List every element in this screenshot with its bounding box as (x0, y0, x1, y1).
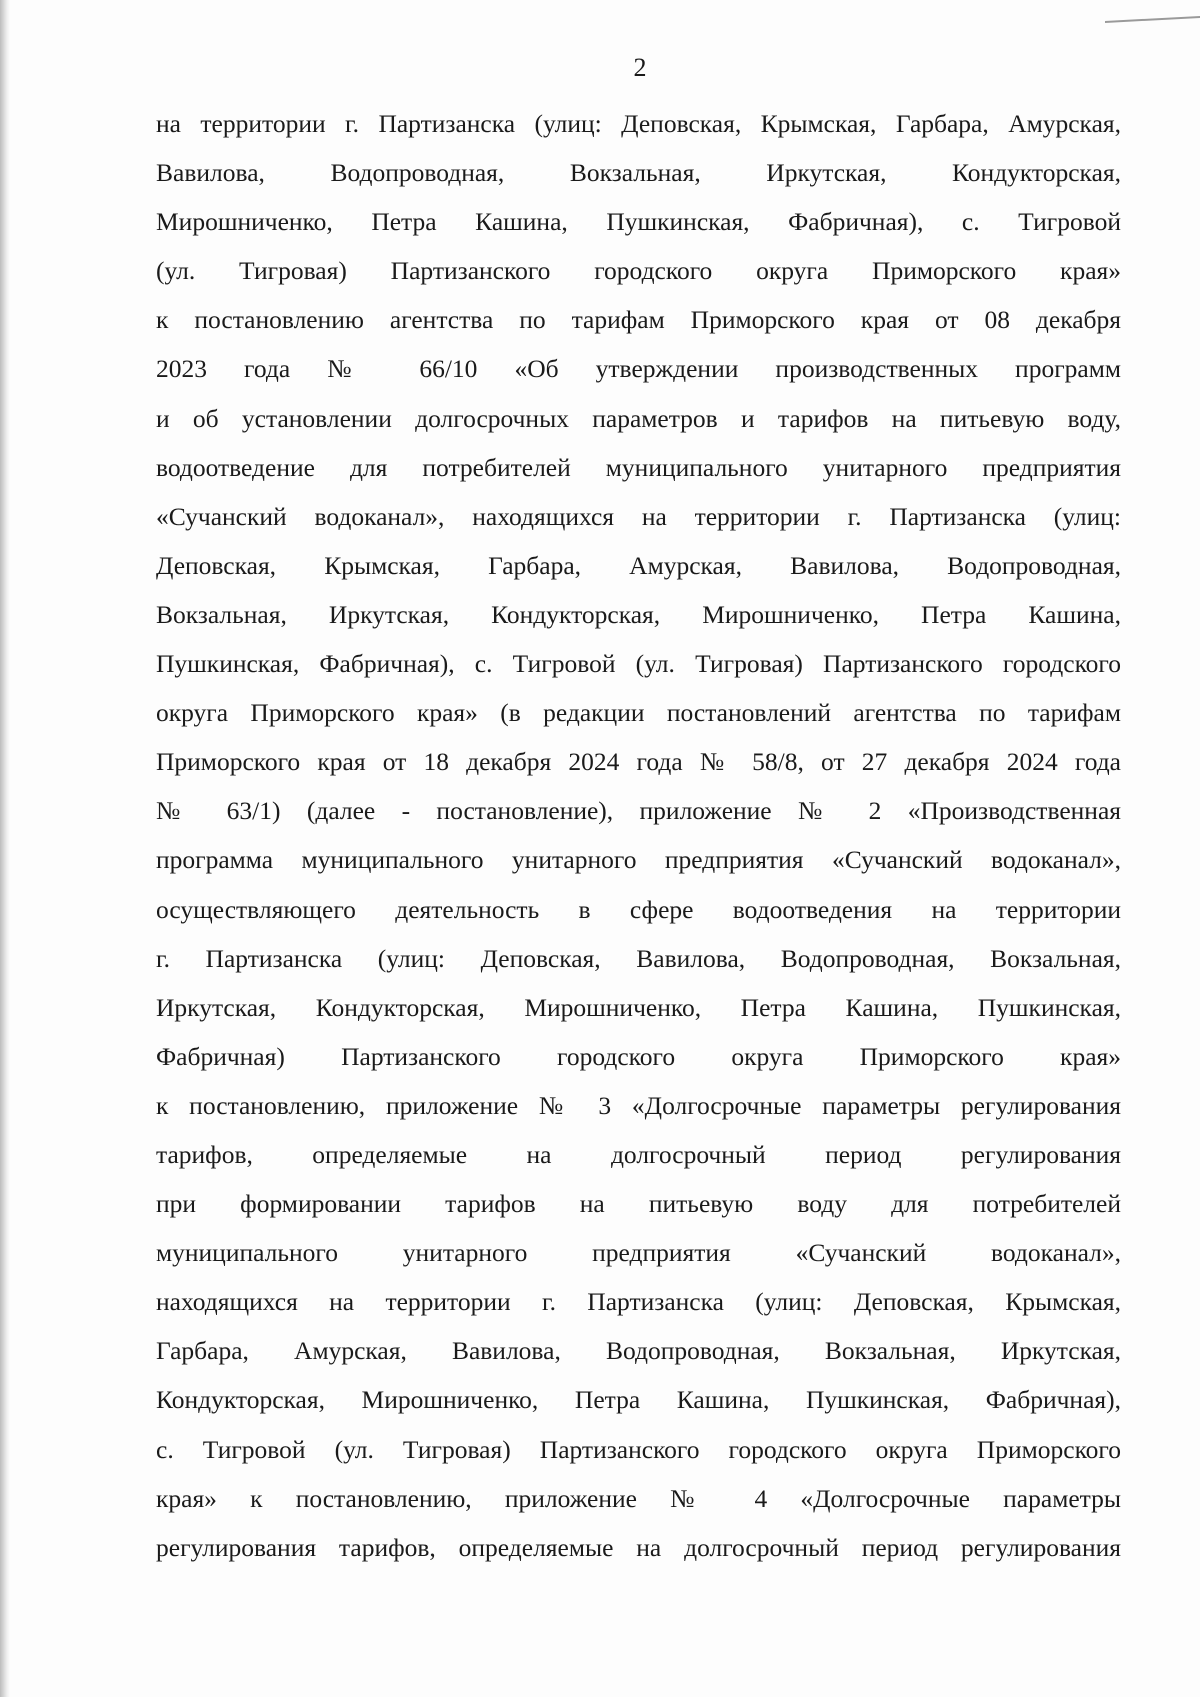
text-line: края» к постановлению, приложение № 4 «Долгосрочные параметры (156, 1483, 1121, 1513)
text-line: «Сучанский водоканал», находящихся на территории г. Партизанска (улиц: (156, 501, 1121, 531)
text-line: с. Тигровой (ул. Тигровая) Партизанского городского округа Приморского (156, 1434, 1121, 1464)
text-line: Иркутская, Кондукторская, Мирошниченко, Петра Кашина, Пушкинская, (156, 992, 1121, 1022)
text-line: регулирования тарифов, определяемые на долгосрочный период регулирования (156, 1532, 1121, 1562)
text-line: Пушкинская, Фабричная), с. Тигровой (ул. Тигровая) Партизанского городского (156, 649, 1121, 679)
text-line: Вокзальная, Иркутская, Кондукторская, Мирошниченко, Петра Кашина, (156, 599, 1121, 629)
text-line: Вавилова, Водопроводная, Вокзальная, Иркутская, Кондукторская, (156, 158, 1121, 188)
text-line: округа Приморского края» (в редакции постановлений агентства по тарифам (156, 698, 1121, 728)
text-line: на территории г. Партизанска (улиц: Деповская, Крымская, Гарбара, Амурская, (156, 109, 1121, 138)
scan-corner-mark (1105, 0, 1200, 23)
text-line: к постановлению, приложение № 3 «Долгосрочные параметры регулирования (156, 1090, 1121, 1120)
text-line: Фабричная) Партизанского городского округа Приморского края» (156, 1041, 1121, 1071)
text-line: Деповская, Крымская, Гарбара, Амурская, Вавилова, Водопроводная, (156, 550, 1121, 580)
text-line: программа муниципального унитарного предприятия «Сучанский водоканал», (156, 845, 1121, 875)
text-line: к постановлению агентства по тарифам Приморского края от 08 декабря (156, 305, 1121, 335)
text-line: (ул. Тигровая) Партизанского городского округа Приморского края» (156, 256, 1121, 286)
text-line: Мирошниченко, Петра Кашина, Пушкинская, Фабричная), с. Тигровой (156, 207, 1121, 237)
text-line: муниципального унитарного предприятия «Сучанский водоканал», (156, 1238, 1121, 1268)
text-line: г. Партизанска (улиц: Деповская, Вавилова, Водопроводная, Вокзальная, (156, 943, 1121, 973)
text-line: находящихся на территории г. Партизанска (улиц: Деповская, Крымская, (156, 1287, 1121, 1317)
text-line: 2023 года № 66/10 «Об утверждении производственных программ (156, 354, 1121, 384)
text-line: Кондукторская, Мирошниченко, Петра Кашина, Пушкинская, Фабричная), (156, 1385, 1121, 1415)
text-line: Гарбара, Амурская, Вавилова, Водопроводная, Вокзальная, Иркутская, (156, 1336, 1121, 1366)
document-body (156, 99, 1121, 1572)
text-line: водоотведение для потребителей муниципального унитарного предприятия (156, 452, 1121, 482)
scan-edge-shadow (0, 0, 10, 1697)
text-line: и об установлении долгосрочных параметров и тарифов на питьевую воду, (156, 403, 1121, 433)
text-line: при формировании тарифов на питьевую воду для потребителей (156, 1189, 1121, 1219)
text-line: осуществляющего деятельность в сфере водоотведения на территории (156, 894, 1121, 924)
text-line: № 63/1) (далее - постановление), приложение № 2 «Производственная (156, 796, 1121, 826)
page-number: 2 (633, 53, 647, 82)
text-line: тарифов, определяемые на долгосрочный период регулирования (156, 1139, 1121, 1169)
text-line: Приморского края от 18 декабря 2024 года № 58/8, от 27 декабря 2024 года (156, 747, 1121, 777)
